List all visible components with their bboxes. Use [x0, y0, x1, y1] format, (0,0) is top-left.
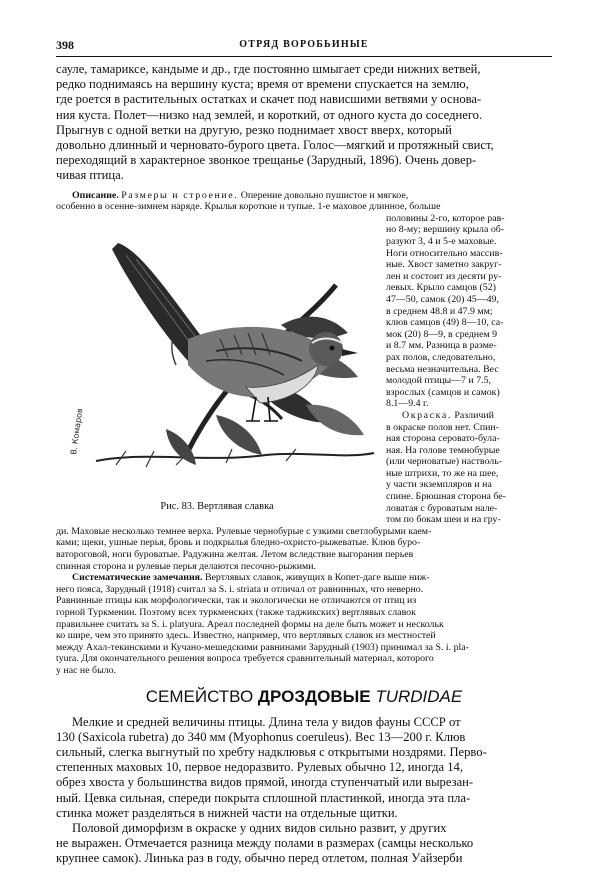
text-line: весьма незначительна. Вес: [386, 363, 499, 375]
text-fragment: Вертлявых славок, живущих в Копет-даге выше ниж-: [202, 572, 430, 584]
text-line: в окраске полов нет. Спин-: [386, 421, 499, 433]
family-paragraph-2: [56, 821, 552, 867]
text-line: обрез хвоста у большинства видов прямой, иногда ступенчатый или вырезан-: [56, 775, 474, 790]
text-line: ные штрихи, то же на шее,: [386, 467, 499, 479]
figure: [56, 215, 378, 515]
text-line: 130 (Saxicola rubetra) до 340 мм (Myophonus coeruleus). Вес 13—200 г. Клюв: [56, 729, 466, 744]
intro-paragraph: [56, 62, 552, 184]
text-line: Равнинные птицы как морфологически, так и экологически не отличаются от птиц из: [56, 595, 417, 607]
text-line: чивая птица.: [56, 168, 124, 183]
text-line: спине. Брюшная сторона бе-: [386, 491, 506, 503]
text-line: рах полов, следовательно,: [386, 351, 496, 363]
text-line: Ноги относительно массив-: [386, 247, 503, 259]
text-line: клюв самцов (49) 8—10, са-: [386, 317, 504, 329]
family-heading: [56, 687, 552, 707]
family-paragraph-1: [56, 715, 552, 821]
systematics-section: [56, 572, 552, 676]
text-line: Прыгнув с одной ветки на другую, резко поднимает хвост вверх, который: [56, 122, 452, 137]
text-line: взрослых (самцов и самок): [386, 386, 500, 398]
text-fragment: Оперение довольно пушистое и мягкое,: [238, 189, 409, 201]
text-line: ния куста. Полет—низко над землей, и короткий, от одного куста до соседнего.: [56, 107, 483, 122]
text-line: [56, 572, 552, 584]
text-line: ная сторона серовато-була-: [386, 433, 500, 445]
text-line: спинная сторона и рулевые перья делаются песочно-рыжими.: [56, 560, 317, 572]
text-line: разуют 3, 4 и 5-е маховые.: [386, 236, 497, 247]
family-prefix: СЕМЕЙСТВО: [145, 686, 258, 706]
running-header: [56, 36, 552, 57]
subheading-color: Окраска.: [402, 409, 452, 421]
text-line: горной Туркмении. Поэтому всех туркменских (также таджикских) вертлявых славок: [56, 607, 416, 618]
text-line: 47—50, самок (20) 45—49,: [386, 293, 499, 305]
text-line: ная. На голове темнобурые: [386, 444, 500, 456]
text-line: у нас не было.: [56, 664, 117, 676]
text-line: tyura. Для окончательного решения вопроса требуется сравнительный материал, которого: [56, 653, 434, 665]
text-line: не выражен. Отмечается разница между полами в размерах (самцы несколько: [56, 836, 474, 851]
text-line: в среднем 48.8 и 47.9 мм;: [386, 305, 493, 317]
text-line: редко поднимаясь на вершину куста; время от времени спускается на землю,: [56, 77, 469, 92]
description-label: Описание.: [72, 189, 119, 201]
text-line: но 8-му; вершину крыла об-: [386, 224, 505, 236]
text-line: Мелкие и средней величины птицы. Длина тела у видов фауны СССР от: [72, 714, 461, 729]
text-line: 8.1—9.4 г.: [386, 398, 429, 410]
text-line: крупнее самок). Линька раз в году, обычно перед отлетом, полная Уайзерби: [56, 851, 463, 866]
text-line: Половой диморфизм в окраске у одних видов сильно развит, у других: [72, 820, 447, 835]
text-line: том по бокам шеи и на гру-: [386, 514, 501, 526]
running-title: ОТРЯД ВОРОБЬИНЫЕ: [239, 39, 369, 50]
text-line: ловатая с буроватым нале-: [386, 502, 498, 514]
text-line: особенно в осенне-зимнем наряде. Крылья короткие и тупые. 1-е маховое длинное, больше: [56, 201, 441, 213]
text-line: сильный, слегка выгнутый по хребту надклювья с открытыми ноздрями. Перво-: [56, 744, 487, 759]
text-line: ватороговой, ноги буроватые. Радужина желтая. Летом вследствие выгорания перьев: [56, 549, 414, 561]
artist-signature: В. Комаров: [69, 407, 85, 456]
page: [56, 36, 552, 867]
family-latin: TURDIDAE: [375, 686, 463, 706]
text-line: лен и состоит из десяти ру-: [386, 270, 502, 282]
text-line: ные. Хвост заметно закруг-: [386, 259, 502, 271]
family-name: ДРОЗДОВЫЕ: [257, 686, 371, 706]
text-line: где роется в растительных остатках и скачет под нависшими ветвями у основа-: [56, 92, 482, 107]
subheading-size: Размеры и строение.: [121, 189, 239, 201]
text-line: ный. Цевка сильная, спереди покрыта сплошной пластинкой, иногда эта пла-: [56, 790, 471, 805]
text-line: ко шире, чем это принято здесь. Известно, например, что вертлявых славок из местностей: [56, 630, 436, 642]
text-line: (или черноватые) настволь-: [386, 456, 503, 468]
text-line: и 8.7 мм. Разница в разме-: [386, 340, 497, 352]
text-line: мок (20) 8—9, в среднем 9: [386, 328, 498, 340]
text-line: между Ахал-текинскими и Кучано-мешедскими равнинами Зарудный (1903) принимал за S. i. pla-: [56, 641, 469, 653]
text-line: правильнее считать за S. i. platyura. Ареал последней формы на деле быть может и нескольк: [56, 618, 444, 630]
text-line: ди. Маховые несколько темнее верха. Рулевые чернобурые с узкими светлобурыми каем-: [56, 525, 432, 537]
text-line: молодой птицы—7 и 7.5,: [386, 375, 492, 387]
text-line: довольно длинный и черновато-бурого цвета. Голос—мягкий и протяжный свист,: [56, 138, 494, 153]
text-line: половины 2-го, которое рав-: [386, 212, 505, 224]
text-line: переходящий в характерное звонкое трещанье (Зарудный, 1896). Очень довер-: [56, 153, 477, 168]
text-line: стинка может разделяться в нижней части на отдельные щитки.: [56, 805, 398, 820]
text-line: [56, 190, 552, 202]
systematics-label: Систематические замечания.: [72, 572, 203, 584]
text-fragment: Различий: [451, 409, 494, 421]
text-line: левых. Крыло самцов (52): [386, 282, 496, 294]
text-line: степенных маховых 10, первое недоразвито. Рулевых обычно 12, иногда 14,: [56, 760, 464, 775]
text-line: у части экземпляров и на: [386, 479, 492, 491]
text-line: ками; щеки, ушные перья, бровь и подкрылья бледно-охристо-рыжеватые. Клюв буро-: [56, 537, 421, 549]
text-line: сауле, тамариксе, кандыме и др., где постоянно шмыгает среди нижних ветвей,: [56, 62, 481, 76]
figure-caption: Рис. 83. Вертлявая славка: [160, 501, 274, 513]
text-line: него пояса, Зарудный (1918) считал за S. i. striata и отличал от равнинных, что неверно.: [56, 583, 424, 595]
bird-illustration: [56, 215, 378, 501]
description-section: [56, 190, 552, 573]
page-number: 398: [56, 38, 74, 52]
